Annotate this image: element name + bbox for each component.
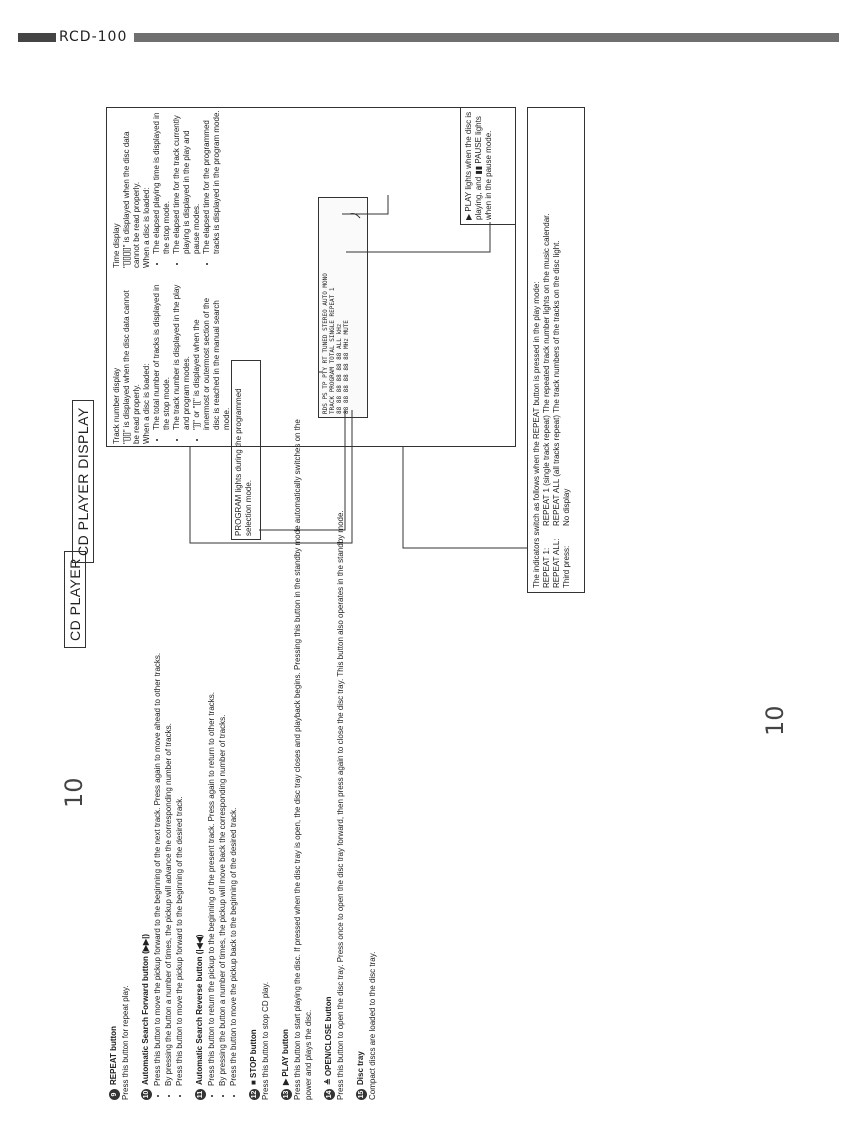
repeat-note xyxy=(532,110,572,588)
item-title: ▶ PLAY button xyxy=(281,1029,290,1085)
repeat-row xyxy=(552,110,562,588)
play-note: ▶ PLAY lights when the disc is playing, and ▮▮ PAUSE lights when in the pause mode. xyxy=(464,111,493,220)
item-title: Disc tray xyxy=(356,1051,365,1085)
item-number-badge: 12 xyxy=(251,1090,258,1099)
item-number-badge: 14 xyxy=(326,1090,333,1099)
item-bullet: • Press this button to return the pickup to the beginning of the present track. Press again to return to other tracks. xyxy=(206,410,217,1086)
repeat-row-label: REPEAT ALL: xyxy=(552,538,561,588)
lcd-line: TRACK PROGRAM TOTAL SINGLE REPEAT 1 xyxy=(329,287,336,414)
item-number-badge: 11 xyxy=(197,1090,204,1099)
cd-player-item-heading xyxy=(194,410,206,1100)
item-number-badge: 10 xyxy=(143,1090,150,1099)
cd-player-item-heading xyxy=(108,410,120,1100)
cd-player-section-title: CD PLAYER xyxy=(64,551,86,648)
item-bullet: • Press the button to move the pickup back to the beginning of the desired track. xyxy=(228,410,239,1086)
header-right-bar xyxy=(134,33,839,42)
repeat-intro: The indicators switch as follows when the REPEAT button is pressed in the play mode: xyxy=(532,281,541,588)
lcd-line: 88 88 88 88 88 88 ALL kHz xyxy=(336,323,343,414)
repeat-row-label: Third press: xyxy=(562,545,571,588)
item-bullet: • By pressing the button a number of times, the pickup will advance the corresponding number of tracks. xyxy=(163,410,174,1086)
track-number-bullet: • The track number is displayed in the play and program modes. xyxy=(172,284,192,430)
item-description: Press this button to stop CD play. xyxy=(261,981,270,1100)
time-display-bullet: • The elapsed time for the track currently playing is displayed in the play and pause modes. xyxy=(172,108,202,254)
track-number-bullet: • The total number of tracks is displayed in the stop mode. xyxy=(152,284,172,430)
time-display-line-1: "[][][][]" is displayed when the disc data cannot be read properly. xyxy=(122,131,141,268)
repeat-row-text: REPEAT 1 (single track repeat) The repeated track number lights on the music calendar. xyxy=(542,213,551,526)
item-number-badge: 9 xyxy=(109,1089,120,1100)
item-description: Press this button to open the disc tray. Press once to open the disc tray forward, then press again to close the disc tray. This button also operates in the standby mode. xyxy=(336,510,345,1100)
item-title: Automatic Search Forward button (▶▶|) xyxy=(141,934,150,1085)
cd-player-item xyxy=(140,410,185,1100)
track-number-line-2: When a disc is loaded: xyxy=(142,363,151,444)
cd-player-item xyxy=(108,410,131,1100)
time-display-description xyxy=(112,108,222,268)
item-number-badge: 13 xyxy=(283,1090,290,1099)
track-number-bullet: • "]]" or "[[" is displayed when the innermost or outermost section of the disc is reached in the manual search mode. xyxy=(192,284,232,430)
track-number-description xyxy=(112,284,232,444)
lcd-segments xyxy=(322,199,350,414)
repeat-row-text: No display xyxy=(562,488,571,526)
repeat-row xyxy=(562,110,572,588)
lcd-line: 88 88 88 88 88 88 MHz MUTE xyxy=(343,320,350,414)
item-title: ≜ OPEN/CLOSE button xyxy=(324,996,333,1085)
cd-player-item xyxy=(323,410,346,1100)
cd-player-section-title-wrap xyxy=(64,551,86,648)
lcd-line: RDS PS TP PTY RT TUNED STEREO AUTO MONO xyxy=(322,273,329,414)
item-description: Press this button for repeat play. xyxy=(121,985,130,1100)
cd-player-item-heading xyxy=(280,410,292,1100)
time-display-bullet: • The elapsed playing time is displayed in the stop mode. xyxy=(152,108,172,254)
track-number-heading: Track number display xyxy=(112,367,121,444)
repeat-row-label: REPEAT 1: xyxy=(542,547,551,588)
item-title: ■ STOP button xyxy=(249,1029,258,1085)
item-bullet: • Press this button to move the pickup forward to the beginning of the desired track. xyxy=(174,410,185,1086)
page-number-right: 10 xyxy=(761,705,789,736)
repeat-row-text: REPEAT ALL (all tracks repeat) The track numbers of the tracks on the disc light. xyxy=(552,240,561,526)
item-bullet: • By pressing the button a number of times, the pickup will move back the corresponding number of tracks. xyxy=(217,410,228,1086)
item-description: Compact discs are loaded to the disc tray. xyxy=(368,951,377,1100)
time-display-line-2: When a disc is loaded: xyxy=(142,187,151,268)
header-left-bar xyxy=(18,33,56,42)
connector-repeat xyxy=(403,446,527,548)
cd-player-item-heading xyxy=(140,410,152,1100)
cd-player-item xyxy=(280,410,314,1100)
item-number-badge: 15 xyxy=(358,1090,365,1099)
cd-player-item-heading xyxy=(355,410,367,1100)
time-display-bullet: • The elapsed time for the programmed tracks is displayed in the program mode. xyxy=(202,108,222,254)
repeat-row xyxy=(542,110,552,588)
cd-player-item xyxy=(355,410,378,1100)
track-number-line-1: "[][]" is displayed when the disc data cannot be read properly. xyxy=(122,290,141,444)
repeat-rows xyxy=(542,110,572,588)
page-number-left: 10 xyxy=(60,777,88,808)
model-name: RCD-100 xyxy=(59,29,128,45)
cd-player-item-heading xyxy=(323,410,335,1100)
item-bullet: • Press this button to move the pickup forward to the beginning of the next track. Press again to move ahead to other tracks. xyxy=(152,410,163,1086)
item-description: Press this button to start playing the disc. If pressed when the disc tray is open, the disc tray closes and playback begins. Pressing this button in the standby mode automatically switches on the power and plays the disc. xyxy=(293,419,313,1100)
cd-display-section-title-wrap xyxy=(72,400,94,563)
cd-display-section-title: CD PLAYER DISPLAY xyxy=(72,400,94,563)
item-title: REPEAT button xyxy=(109,1026,118,1085)
time-display-heading: Time display xyxy=(112,223,121,268)
item-title: Automatic Search Reverse button (|◀◀) xyxy=(195,934,204,1085)
program-note: PROGRAM lights during the programmed selection mode. xyxy=(234,388,253,536)
